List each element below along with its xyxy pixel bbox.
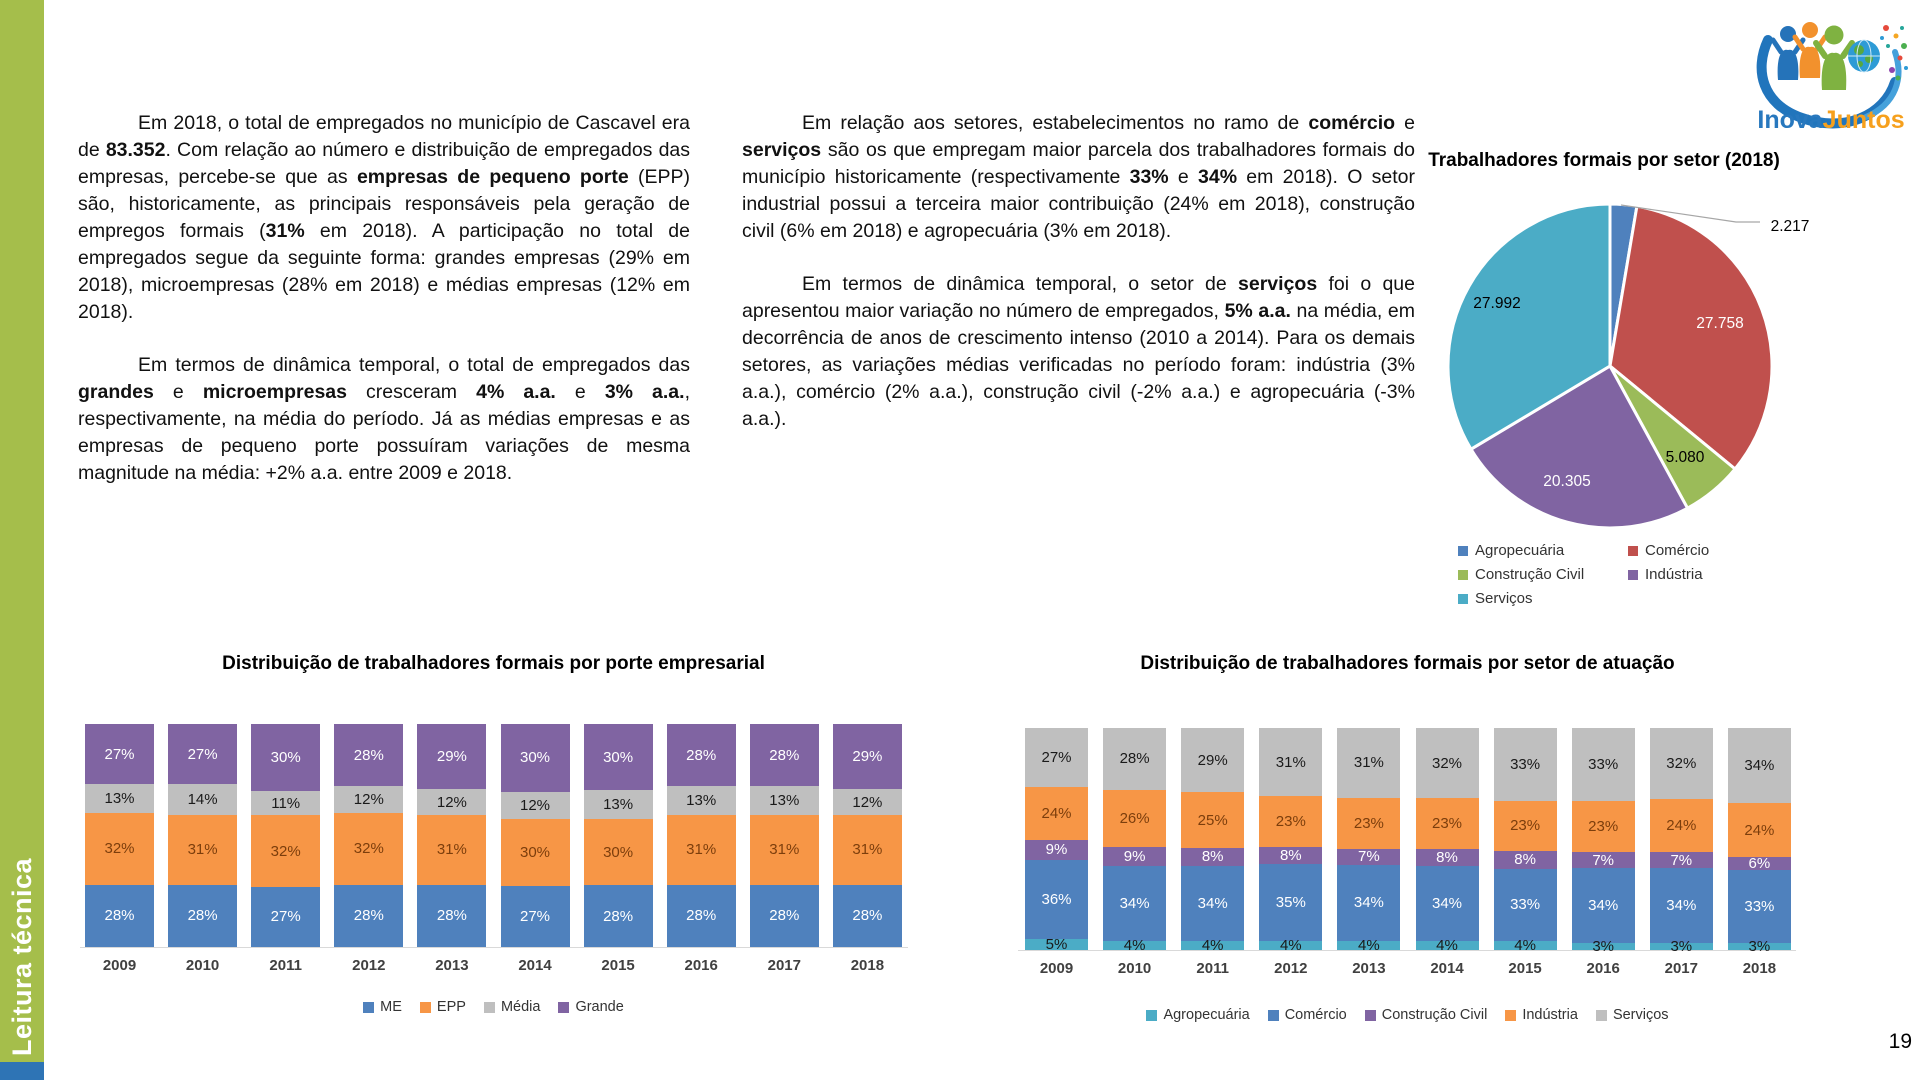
bar-segment-agropecuária [1337,937,1400,954]
bar-value-label: 23% [1431,815,1463,833]
bar-value-label: 7% [1358,848,1380,866]
bar-segment-comércio [1103,866,1166,941]
legend-label: Serviços [1475,590,1533,607]
bar-segment-comércio [1728,870,1791,943]
bar-value-label: 35% [1275,894,1306,912]
bar-segment-serviços [1259,728,1322,796]
pie-chart-title: Trabalhadores formais por setor (2018) [1428,150,1780,171]
bar-segment-comércio [1572,868,1635,943]
logo-globe-icon [1848,40,1880,72]
stacked-bar-2015 [584,724,653,947]
pie-data-label: 5.080 [1665,449,1705,466]
pie-chart-legend [1458,542,1798,607]
legend-swatch [1146,1010,1157,1021]
legend-item-grande [558,999,623,1015]
legend-swatch [484,1002,495,1013]
paragraph: Em 2018, o total de empregados no município de Cascavel era de 83.352. Com relação ao número e distribuição de empregados das empresas, percebe-se que as empresas de pequeno porte (EPP) são, historicamente, as principais responsáveis pela geração de empregos formais (31% em 2018). A participação no total de empregados segue da seguinte forma: grandes empresas (29% em 2018), microempresas (28% em 2018) e médias empresas (12% em 2018). [78,112,691,323]
stacked-bar-2014 [1416,728,1479,955]
bar-segment-indústria [1025,787,1088,840]
legend-swatch [1268,1010,1279,1021]
x-axis-label: 2009 [102,957,137,974]
bar-segment-comércio [1337,865,1400,941]
stacked-bar-2012 [1259,728,1322,955]
bar-segment-comércio [1416,866,1479,941]
legend-swatch [420,1002,431,1013]
x-axis-label: 2009 [1039,960,1074,977]
bar-value-label: 30% [603,843,634,861]
bar-value-label: 31% [1353,754,1384,772]
pie-data-label: 27.992 [1473,295,1521,312]
legend-label: Agropecuária [1163,1007,1250,1023]
bar-segment-me [501,886,570,947]
stacked-bar-2009 [1025,728,1088,953]
bar-value-label: 13% [603,796,634,814]
stacked-bar-2018 [833,724,902,947]
bar-segment-me [750,885,819,947]
bar-chart-setor-title: Distribuição de trabalhadores formais por setor de atuação [1140,653,1675,674]
legend-label: Construção Civil [1381,1007,1488,1023]
bar-segment-grande [85,724,154,784]
legend-item-comércio [1628,542,1798,559]
bar-value-label: 8% [1514,851,1536,869]
legend-swatch [558,1002,569,1013]
inovajuntos-logo [1752,6,1910,134]
bar-segment-construção-civil [1572,852,1635,868]
stacked-bar-2010 [1103,728,1166,955]
bar-value-label: 24% [1744,821,1775,839]
bar-segment-indústria [1416,798,1479,849]
bar-value-label: 14% [187,791,218,809]
bar-segment-construção-civil [1650,852,1713,868]
bar-value-label: 26% [1119,809,1150,827]
bar-segment-me [584,885,653,947]
sidebar-bottom-accent [0,1062,44,1080]
bar-value-label: 34% [1431,895,1463,913]
bar-value-label: 12% [519,796,551,814]
legend-swatch [1458,594,1468,604]
bar-value-label: 28% [769,907,800,925]
legend-swatch [1458,546,1468,556]
logo-wordmark: InovaJuntos [1757,106,1905,134]
legend-swatch [1596,1010,1607,1021]
bar-value-label: 13% [769,792,800,810]
legend-label: Serviços [1612,1007,1669,1023]
bar-value-label: 13% [104,790,135,808]
bar-chart-porte-legend [85,999,902,1015]
bar-segment-epp [334,813,403,884]
legend-label: Média [500,999,541,1015]
bar-value-label: 12% [852,793,883,811]
bar-value-label: 28% [686,907,717,925]
bar-segment-agropecuária [1259,937,1322,955]
bar-segment-serviços [1728,728,1791,803]
bar-value-label: 28% [769,746,800,764]
legend-label: Grande [575,999,624,1015]
bar-segment-construção-civil [1416,849,1479,867]
text-column-middle [742,110,1415,459]
legend-swatch [363,1002,374,1013]
legend-label: Comércio [1284,1007,1347,1023]
bar-segment-comércio [1181,866,1244,941]
bar-value-label: 28% [353,907,384,925]
x-axis-label: 2015 [1508,960,1542,977]
legend-label: Construção Civil [1475,566,1585,583]
bar-value-label: 7% [1592,851,1615,869]
stacked-bar-2014 [501,724,570,947]
bar-segment-me [833,885,902,947]
bar-value-label: 28% [852,907,883,925]
bar-value-label: 34% [1744,757,1775,775]
paragraph: Em termos de dinâmica temporal, o total de empregados das grandes e microempresas cresceram 4% a.a. e 3% a.a., respectivamente, na média do período. Já as médias empresas e as empresas de pequeno porte possuíram variações de mesma magnitude na média: +2% a.a. entre 2009 e 2018. [78,354,690,484]
x-axis-label: 2013 [1352,960,1386,977]
stacked-bar-2016 [1572,728,1635,956]
bar-segment-indústria [1259,796,1322,847]
bar-value-label: 34% [1588,897,1619,915]
legend-item-agropecuária [1146,1007,1249,1023]
bar-value-label: 4% [1201,937,1224,955]
x-axis-label: 2014 [1430,960,1464,977]
bar-segment-construção-civil [1494,851,1557,869]
bar-segment-construção-civil [1103,847,1166,867]
bar-value-label: 31% [686,841,717,859]
bar-value-label: 34% [1353,894,1384,912]
bar-segment-grande [584,724,653,790]
bar-segment-serviços [1494,728,1557,801]
bar-segment-média [168,784,237,815]
stacked-bar-2016 [667,724,736,947]
bar-value-label: 27% [187,745,218,763]
stacked-bar-2012 [334,724,403,947]
bar-segment-me [417,885,486,947]
bar-segment-serviços [1025,728,1088,787]
bar-segment-epp [168,815,237,884]
legend-item-serviços [1458,590,1628,607]
x-axis-label: 2018 [1742,960,1777,977]
bar-segment-indústria [1494,801,1557,852]
bar-chart-porte-title: Distribuição de trabalhadores formais por porte empresarial [222,653,765,674]
legend-item-indústria [1628,566,1798,583]
bar-segment-indústria [1572,801,1635,852]
bar-segment-epp [750,815,819,884]
sidebar-section-label: Leitura técnica [7,857,37,1056]
bar-value-label: 32% [270,842,301,860]
bar-value-label: 4% [1123,937,1146,955]
x-axis-label: 2013 [435,957,469,974]
pie-data-label: 2.217 [1770,218,1810,235]
bar-value-label: 8% [1279,846,1302,864]
bar-segment-grande [501,724,570,792]
bar-value-label: 11% [271,794,301,812]
bar-segment-média [85,784,154,813]
legend-item-comércio [1268,1007,1347,1023]
bar-segment-grande [251,724,320,791]
bar-value-label: 30% [519,843,551,861]
bar-segment-epp [584,819,653,885]
bar-value-label: 28% [436,907,467,925]
logo-person-blue-icon [1773,26,1803,80]
stacked-bar-2017 [750,724,819,947]
bar-segment-agropecuária [1728,938,1791,956]
bar-segment-grande [833,724,902,789]
bar-value-label: 31% [436,841,467,859]
bar-segment-agropecuária [1103,937,1166,955]
bar-segment-epp [501,819,570,887]
legend-item-média [484,999,541,1015]
x-axis-label: 2014 [518,957,552,974]
bar-segment-agropecuária [1572,938,1635,956]
bar-segment-epp [85,813,154,884]
bar-value-label: 30% [603,748,634,766]
bar-segment-agropecuária [1650,938,1713,956]
stacked-bar-2011 [1181,728,1244,955]
legend-label: Indústria [1522,1007,1578,1023]
bar-value-label: 28% [104,907,135,925]
bar-value-label: 36% [1041,890,1072,908]
bar-value-label: 33% [1510,755,1541,773]
bar-value-label: 34% [1666,897,1697,915]
bar-value-label: 8% [1201,848,1224,866]
bar-segment-agropecuária [1025,935,1088,953]
legend-item-epp [420,999,466,1015]
bar-value-label: 32% [1431,754,1463,772]
bar-value-label: 31% [1275,753,1306,771]
legend-label: ME [380,999,402,1015]
pie-data-label: 20.305 [1543,473,1591,490]
bar-value-label: 4% [1436,937,1458,955]
bar-value-label: 23% [1588,818,1619,836]
bar-value-label: 7% [1670,851,1693,869]
legend-item-construção-civil [1458,566,1628,583]
x-axis-label: 2010 [1117,960,1152,977]
x-axis-label: 2017 [767,957,801,974]
bar-value-label: 33% [1744,898,1775,916]
bar-segment-serviços [1181,728,1244,792]
bar-segment-serviços [1337,728,1400,798]
bar-segment-agropecuária [1494,937,1557,955]
bar-value-label: 32% [353,840,384,858]
bar-segment-comércio [1494,869,1557,942]
bar-value-label: 5% [1045,935,1068,953]
bar-segment-epp [833,815,902,884]
bar-value-label: 12% [353,791,384,809]
axis-baseline [80,947,908,948]
stacked-bar-2013 [1337,728,1400,954]
bar-segment-me [334,885,403,947]
bar-segment-epp [251,815,320,886]
bar-segment-construção-civil [1259,847,1322,865]
bar-value-label: 27% [519,908,551,926]
pie-chart [1420,180,1840,540]
bar-segment-média [501,792,570,819]
bar-value-label: 23% [1510,817,1541,835]
bar-value-label: 29% [852,747,883,765]
bar-value-label: 4% [1279,937,1302,955]
bar-segment-construção-civil [1025,840,1088,860]
legend-item-serviços [1596,1007,1669,1023]
bar-segment-média [417,789,486,816]
bar-value-label: 4% [1514,937,1536,955]
bar-segment-comércio [1259,864,1322,941]
paragraph: Em relação aos setores, estabelecimentos no ramo de comércio e serviços são os que empregam maior parcela dos trabalhadores formais do município historicamente (respectivamente 33% e 34% em 2018). O setor industrial possui a terceira maior contribuição (24% em 2018), construção civil (6% em 2018) e agropecuária (3% em 2018). [742,112,1415,242]
x-axis-label: 2018 [850,957,885,974]
bar-segment-indústria [1337,798,1400,850]
bar-segment-agropecuária [1181,937,1244,955]
bar-value-label: 34% [1197,894,1228,912]
stacked-bar-2013 [417,724,486,947]
bar-value-label: 33% [1588,756,1619,774]
bar-value-label: 28% [187,907,218,925]
bar-value-label: 13% [686,792,717,810]
bar-value-label: 27% [104,745,135,763]
legend-label: EPP [436,999,466,1015]
bar-value-label: 25% [1197,811,1228,829]
bar-segment-grande [667,724,736,786]
x-axis-label: 2015 [601,957,635,974]
bar-segment-me [667,885,736,947]
stacked-bar-2018 [1728,728,1791,956]
bar-value-label: 4% [1358,937,1380,954]
bar-segment-média [584,790,653,819]
x-axis-label: 2016 [684,957,718,974]
bar-segment-média [251,791,320,816]
legend-item-construção-civil [1365,1007,1488,1023]
bar-segment-construção-civil [1728,854,1791,872]
legend-item-indústria [1505,1007,1578,1023]
x-axis-label: 2011 [1196,960,1229,977]
bar-value-label: 27% [1041,749,1072,767]
bar-segment-comércio [1650,868,1713,943]
stacked-bar-2011 [251,724,320,947]
bar-segment-serviços [1416,728,1479,798]
bar-value-label: 12% [436,793,467,811]
legend-swatch [1628,570,1638,580]
legend-swatch [1628,546,1638,556]
bar-segment-indústria [1103,790,1166,847]
bar-chart-setor-legend [1025,1007,1790,1023]
bar-value-label: 23% [1275,812,1306,830]
legend-label: Indústria [1645,566,1703,583]
bar-value-label: 28% [1119,750,1150,768]
bar-segment-construção-civil [1181,848,1244,866]
bar-value-label: 3% [1748,938,1771,956]
bar-segment-grande [417,724,486,789]
bar-value-label: 32% [104,840,135,858]
bar-segment-me [85,885,154,947]
x-axis-label: 2012 [1274,960,1308,977]
bar-value-label: 9% [1045,841,1068,859]
bar-value-label: 31% [769,841,800,859]
bar-segment-média [750,786,819,815]
bar-segment-serviços [1572,728,1635,801]
x-axis-label: 2011 [269,957,302,974]
bar-segment-grande [334,724,403,786]
bar-segment-serviços [1103,728,1166,790]
page-number: 19 [1888,1030,1912,1053]
bar-value-label: 9% [1123,848,1146,866]
bar-segment-epp [417,815,486,884]
legend-swatch [1505,1010,1516,1021]
bar-segment-serviços [1650,728,1713,799]
bar-value-label: 28% [686,746,717,764]
stacked-bar-2015 [1494,728,1557,955]
stacked-bar-2017 [1650,728,1713,956]
bar-segment-epp [667,815,736,884]
bar-segment-média [667,786,736,815]
bar-value-label: 24% [1666,817,1697,835]
stacked-bar-2010 [168,724,237,947]
bar-segment-média [334,786,403,813]
bar-value-label: 33% [1510,896,1541,914]
bar-value-label: 6% [1748,854,1771,872]
bar-value-label: 34% [1119,895,1150,913]
bar-value-label: 28% [353,746,384,764]
bar-segment-me [251,887,320,947]
bar-segment-grande [168,724,237,784]
bar-segment-comércio [1025,860,1088,939]
x-axis-label: 2010 [185,957,220,974]
bar-segment-me [168,885,237,947]
x-axis-label: 2012 [352,957,386,974]
bar-value-label: 30% [519,749,551,767]
bar-value-label: 8% [1436,849,1458,867]
bar-value-label: 29% [1197,751,1228,769]
stacked-bar-2009 [85,724,154,947]
bar-segment-indústria [1650,799,1713,852]
bar-value-label: 28% [603,907,634,925]
bar-value-label: 29% [436,747,467,765]
bar-segment-grande [750,724,819,786]
pie-data-label: 27.758 [1696,315,1744,332]
bar-segment-agropecuária [1416,937,1479,955]
legend-label: Agropecuária [1475,542,1565,559]
bar-value-label: 31% [852,841,883,859]
legend-item-agropecuária [1458,542,1628,559]
x-axis-label: 2017 [1664,960,1698,977]
x-axis-label: 2016 [1586,960,1620,977]
legend-label: Comércio [1645,542,1710,559]
bar-segment-indústria [1181,792,1244,848]
bar-segment-construção-civil [1337,849,1400,865]
bar-segment-indústria [1728,803,1791,856]
paragraph: Em termos de dinâmica temporal, o setor de serviços foi o que apresentou maior variação no número de empregados, 5% a.a. na média, em decorrência de anos de crescimento intenso (2010 a 2014). Para os demais setores, as variações médias verificadas no período foram: indústria (3% a.a.), comércio (2% a.a.), construção civil (-2% a.a.) e agropecuária (-3% a.a.). [742,273,1415,430]
legend-item-me [363,999,402,1015]
legend-swatch [1365,1010,1376,1021]
bar-value-label: 23% [1353,814,1384,832]
bar-value-label: 30% [270,748,301,766]
bar-segment-média [833,789,902,816]
bar-value-label: 3% [1670,938,1693,956]
bar-value-label: 3% [1592,938,1615,956]
text-column-left [78,110,690,513]
bar-value-label: 27% [270,908,301,926]
bar-value-label: 24% [1041,805,1072,823]
logo-person-green-icon [1816,26,1852,91]
bar-value-label: 31% [187,841,218,859]
bar-value-label: 32% [1666,755,1697,773]
legend-swatch [1458,570,1468,580]
